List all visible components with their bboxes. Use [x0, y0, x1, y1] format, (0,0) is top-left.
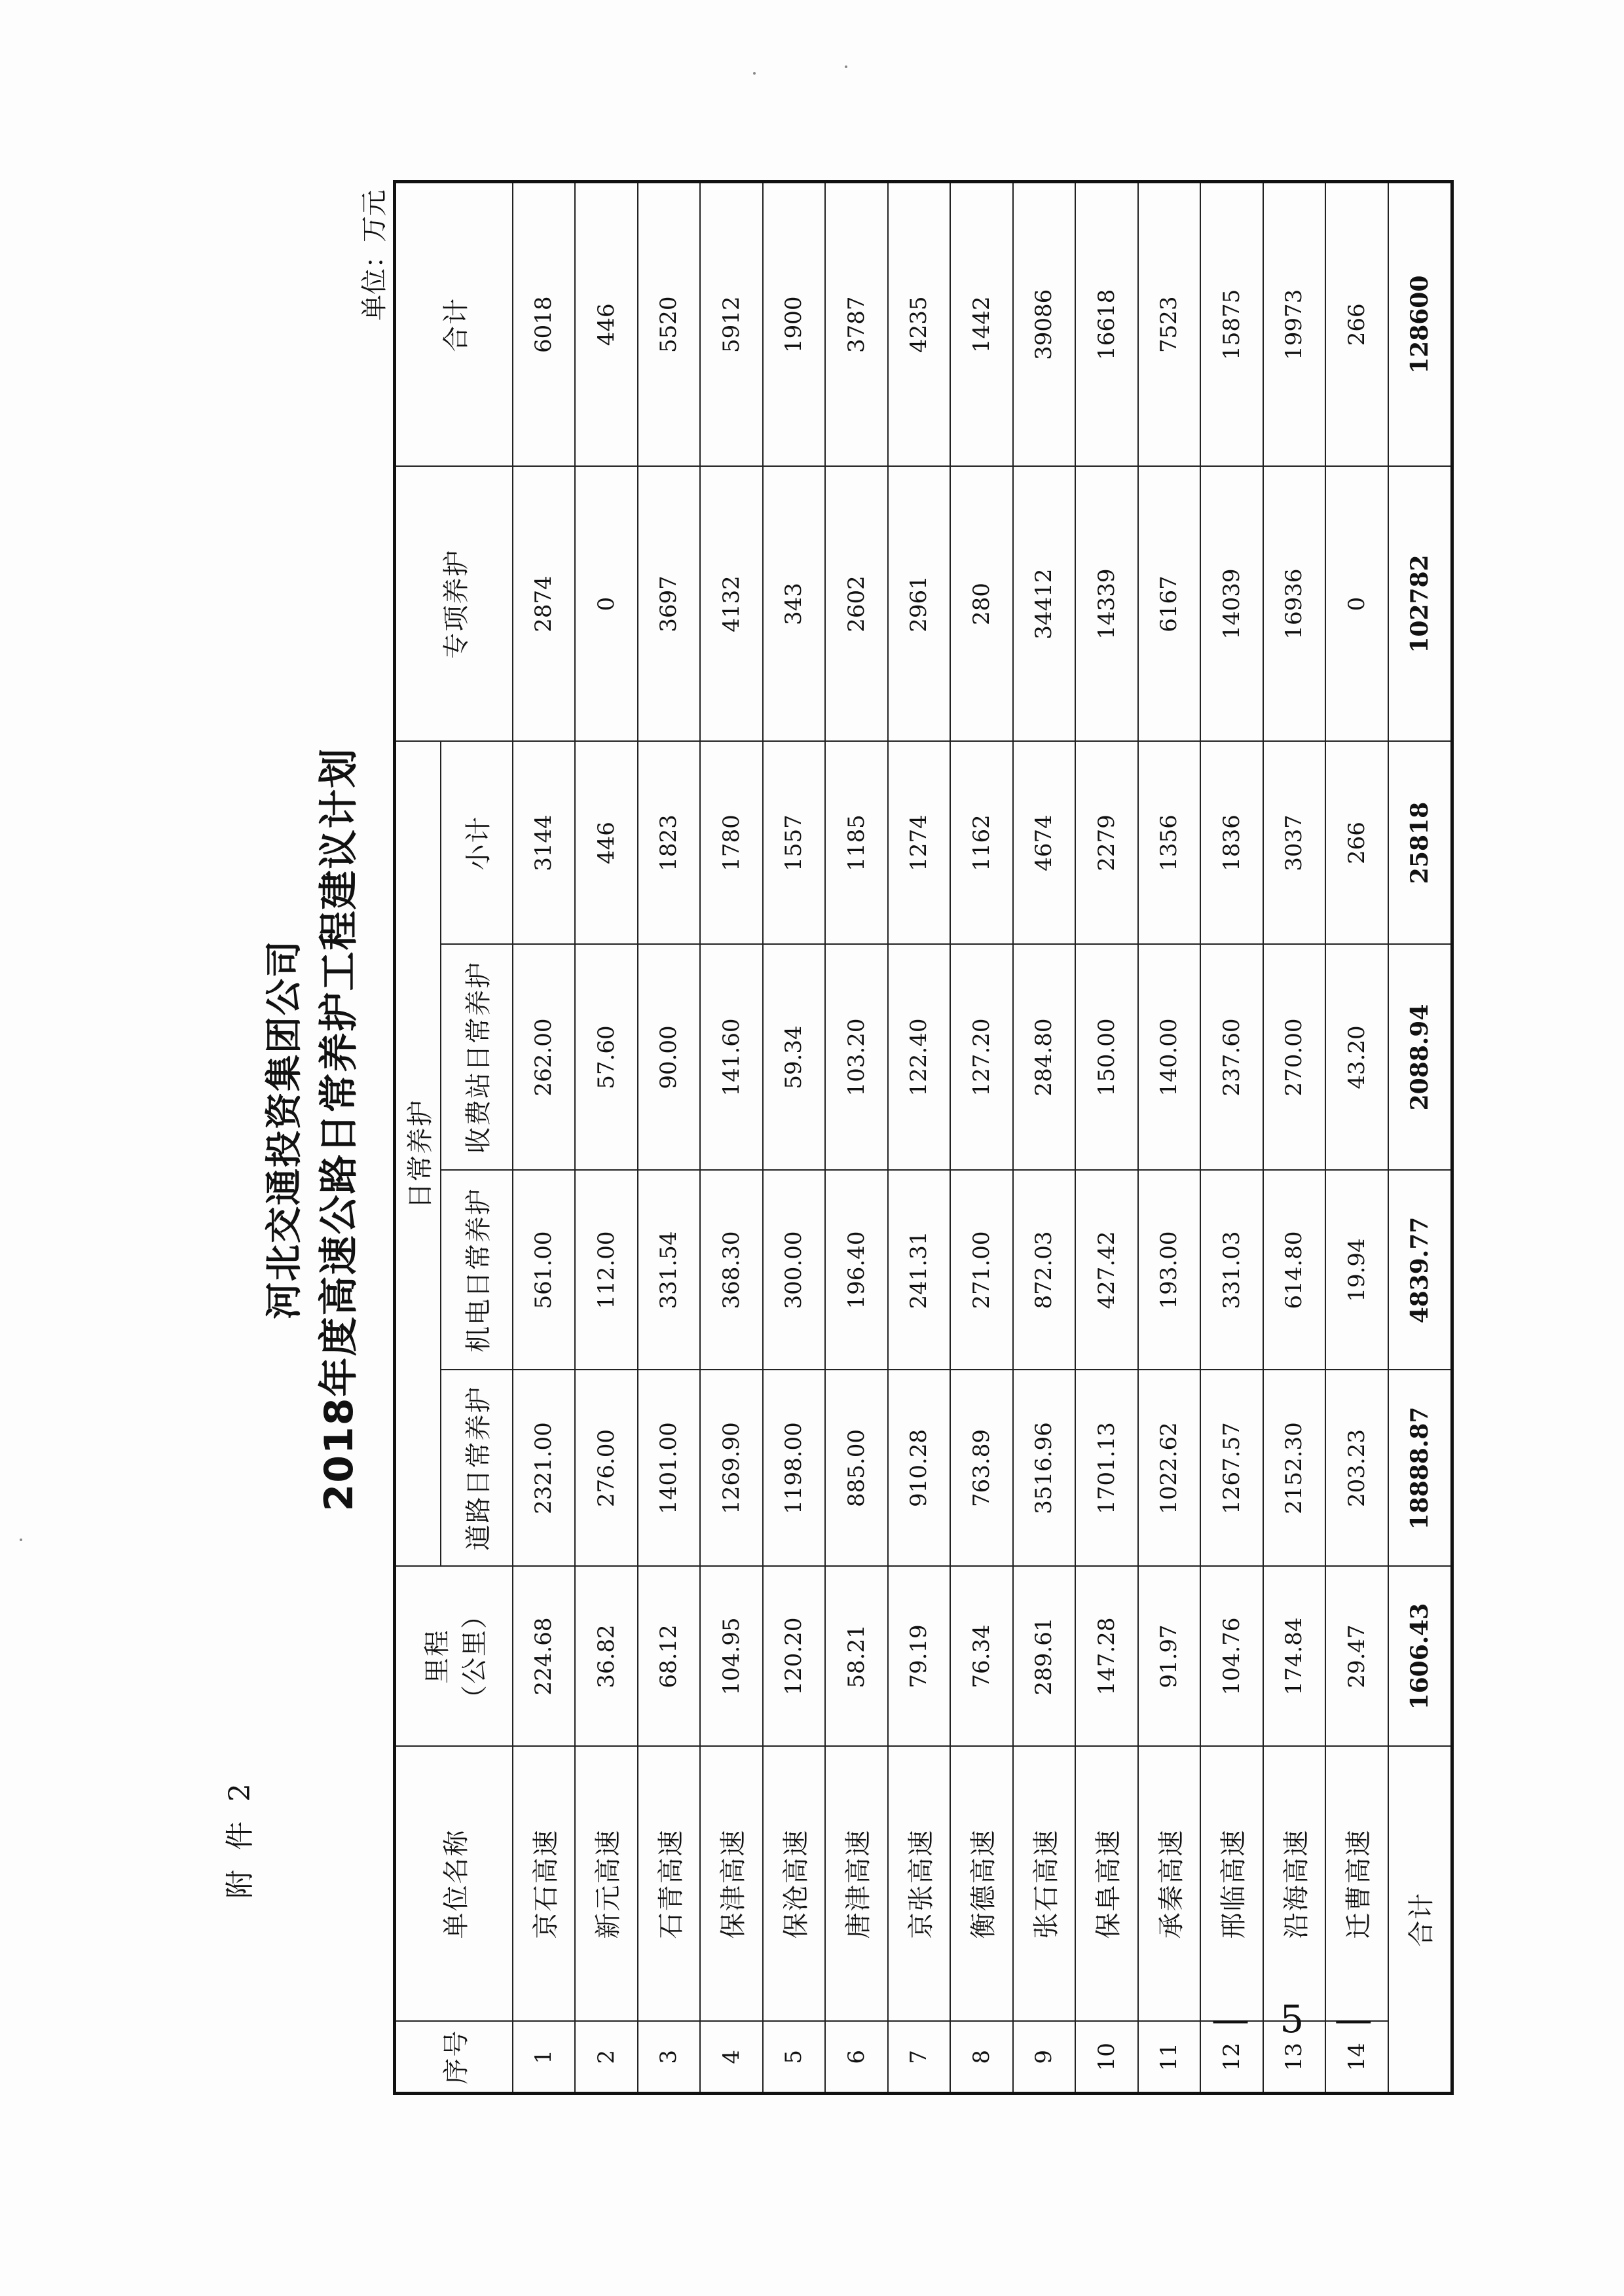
page-number: — 5 — — [1211, 1997, 1382, 2041]
header-mileage-line2: （公里） — [460, 1601, 490, 1711]
cell-road: 276.00 — [575, 1370, 638, 1567]
cell-unit-name: 承秦高速 — [1138, 1747, 1201, 2022]
cell-electromech: 241.31 — [888, 1171, 951, 1370]
cell-special: 2874 — [513, 467, 576, 742]
cell-seq: 1 — [513, 2022, 576, 2094]
cell-mileage: 104.95 — [700, 1567, 763, 1747]
header-mileage-line1: 里程 — [422, 1629, 453, 1684]
scan-speck — [845, 65, 847, 68]
cell-total: 1900 — [763, 182, 826, 467]
cell-electromech: 196.40 — [825, 1171, 888, 1370]
scan-speck — [20, 1539, 22, 1541]
cell-special: 0 — [1325, 467, 1388, 742]
cell-unit-name: 沿海高速 — [1263, 1747, 1326, 2022]
cell-special: 34412 — [1013, 467, 1076, 742]
table-row — [888, 182, 951, 2094]
cell-special: 343 — [763, 467, 826, 742]
header-mileage — [395, 1567, 513, 1747]
cell-subtotal: 1836 — [1200, 742, 1263, 945]
cell-unit-name: 邢临高速 — [1200, 1747, 1263, 2022]
cell-unit-name: 京张高速 — [888, 1747, 951, 2022]
cell-total: 6018 — [513, 182, 576, 467]
cell-total: 39086 — [1013, 182, 1076, 467]
cell-total: 266 — [1325, 182, 1388, 467]
cell-unit-name: 石青高速 — [638, 1747, 701, 2022]
cell-electromech: 300.00 — [763, 1171, 826, 1370]
table-row — [513, 182, 576, 2094]
header-total: 合计 — [395, 182, 513, 467]
cell-toll: 262.00 — [513, 945, 576, 1171]
cell-special: 14339 — [1075, 467, 1138, 742]
cell-mileage: 79.19 — [888, 1567, 951, 1747]
cell-toll: 150.00 — [1075, 945, 1138, 1171]
cell-toll: 43.20 — [1325, 945, 1388, 1171]
cell-mileage: 104.76 — [1200, 1567, 1263, 1747]
cell-road: 1269.90 — [700, 1370, 763, 1567]
cell-seq: 11 — [1138, 2022, 1201, 2094]
cell-special: 2602 — [825, 467, 888, 742]
table-row — [1200, 182, 1263, 2094]
landscape-document — [190, 164, 1500, 2095]
cell-toll: 140.00 — [1138, 945, 1201, 1171]
table-row — [763, 182, 826, 2094]
cell-subtotal: 1557 — [763, 742, 826, 945]
table-row — [1325, 182, 1388, 2094]
cell-road: 2321.00 — [513, 1370, 576, 1567]
cell-total: 7523 — [1138, 182, 1201, 467]
header-road-daily: 道路日常养护 — [441, 1370, 513, 1567]
cell-subtotal: 1274 — [888, 742, 951, 945]
cell-toll: 103.20 — [825, 945, 888, 1171]
maintenance-plan-table — [393, 180, 1454, 2095]
header-unit-name: 单位名称 — [395, 1747, 513, 2022]
cell-seq: 5 — [763, 2022, 826, 2094]
cell-road: 763.89 — [950, 1370, 1013, 1567]
cell-mileage: 29.47 — [1325, 1567, 1388, 1747]
cell-special: 14039 — [1200, 467, 1263, 742]
cell-toll: 127.20 — [950, 945, 1013, 1171]
cell-road: 2152.30 — [1263, 1370, 1326, 1567]
cell-special: 16936 — [1263, 467, 1326, 742]
header-toll-station-daily: 收费站日常养护 — [441, 945, 513, 1171]
cell-seq: 12 — [1200, 2022, 1263, 2094]
cell-road: 203.23 — [1325, 1370, 1388, 1567]
total-electromech: 4839.77 — [1388, 1171, 1452, 1370]
cell-road: 1401.00 — [638, 1370, 701, 1567]
cell-seq: 13 — [1263, 2022, 1326, 2094]
scan-speck — [753, 72, 756, 75]
cell-mileage: 224.68 — [513, 1567, 576, 1747]
total-road: 18888.87 — [1388, 1370, 1452, 1567]
cell-electromech: 331.54 — [638, 1171, 701, 1370]
cell-total: 16618 — [1075, 182, 1138, 467]
cell-total: 446 — [575, 182, 638, 467]
cell-subtotal: 266 — [1325, 742, 1388, 945]
cell-subtotal: 4674 — [1013, 742, 1076, 945]
table-row — [700, 182, 763, 2094]
cell-unit-name: 保津高速 — [700, 1747, 763, 2022]
cell-unit-name: 保阜高速 — [1075, 1747, 1138, 2022]
cell-mileage: 36.82 — [575, 1567, 638, 1747]
cell-total: 1442 — [950, 182, 1013, 467]
cell-road: 1267.57 — [1200, 1370, 1263, 1567]
cell-toll: 237.60 — [1200, 945, 1263, 1171]
cell-mileage: 289.61 — [1013, 1567, 1076, 1747]
document-title: 2018年度高速公路日常养护工程建议计划 — [316, 747, 362, 1512]
cell-electromech: 193.00 — [1138, 1171, 1201, 1370]
cell-seq: 2 — [575, 2022, 638, 2094]
header-electromech-daily: 机电日常养护 — [441, 1171, 513, 1370]
cell-seq: 9 — [1013, 2022, 1076, 2094]
cell-road: 910.28 — [888, 1370, 951, 1567]
cell-special: 6167 — [1138, 467, 1201, 742]
total-subtotal: 25818 — [1388, 742, 1452, 945]
table-row — [1075, 182, 1138, 2094]
cell-road: 885.00 — [825, 1370, 888, 1567]
cell-unit-name: 保沧高速 — [763, 1747, 826, 2022]
header-special-maintenance: 专项养护 — [395, 467, 513, 742]
cell-total: 15875 — [1200, 182, 1263, 467]
total-mileage: 1606.43 — [1388, 1567, 1452, 1747]
document-title-organization: 河北交通投资集团公司 — [263, 939, 306, 1319]
header-subtotal: 小计 — [441, 742, 513, 945]
cell-electromech: 271.00 — [950, 1171, 1013, 1370]
cell-special: 0 — [575, 467, 638, 742]
header-seq: 序号 — [395, 2022, 513, 2094]
total-row — [1388, 182, 1452, 2094]
total-grand: 128600 — [1388, 182, 1452, 467]
cell-subtotal: 3037 — [1263, 742, 1326, 945]
cell-unit-name: 张石高速 — [1013, 1747, 1076, 2022]
cell-total: 19973 — [1263, 182, 1326, 467]
cell-seq: 3 — [638, 2022, 701, 2094]
cell-toll: 141.60 — [700, 945, 763, 1171]
cell-electromech: 19.94 — [1325, 1171, 1388, 1370]
cell-electromech: 561.00 — [513, 1171, 576, 1370]
cell-mileage: 76.34 — [950, 1567, 1013, 1747]
cell-electromech: 427.42 — [1075, 1171, 1138, 1370]
cell-road: 3516.96 — [1013, 1370, 1076, 1567]
cell-unit-name: 新元高速 — [575, 1747, 638, 2022]
cell-toll: 90.00 — [638, 945, 701, 1171]
attachment-label: 附 件 2 — [223, 1778, 257, 1899]
cell-electromech: 368.30 — [700, 1171, 763, 1370]
table-body — [513, 182, 1452, 2094]
cell-seq: 6 — [825, 2022, 888, 2094]
cell-special: 2961 — [888, 467, 951, 742]
total-special: 102782 — [1388, 467, 1452, 742]
cell-unit-name: 迁曹高速 — [1325, 1747, 1388, 2022]
table-row — [950, 182, 1013, 2094]
cell-electromech: 872.03 — [1013, 1171, 1076, 1370]
cell-road: 1198.00 — [763, 1370, 826, 1567]
cell-subtotal: 1823 — [638, 742, 701, 945]
cell-total: 4235 — [888, 182, 951, 467]
total-toll: 2088.94 — [1388, 945, 1452, 1171]
cell-special: 4132 — [700, 467, 763, 742]
cell-toll: 57.60 — [575, 945, 638, 1171]
cell-total: 5912 — [700, 182, 763, 467]
cell-electromech: 614.80 — [1263, 1171, 1326, 1370]
cell-mileage: 68.12 — [638, 1567, 701, 1747]
cell-electromech: 331.03 — [1200, 1171, 1263, 1370]
cell-mileage: 174.84 — [1263, 1567, 1326, 1747]
cell-seq: 8 — [950, 2022, 1013, 2094]
cell-unit-name: 唐津高速 — [825, 1747, 888, 2022]
cell-electromech: 112.00 — [575, 1171, 638, 1370]
cell-special: 280 — [950, 467, 1013, 742]
table-row — [638, 182, 701, 2094]
table-row — [575, 182, 638, 2094]
cell-seq: 7 — [888, 2022, 951, 2094]
cell-total: 3787 — [825, 182, 888, 467]
cell-subtotal: 1780 — [700, 742, 763, 945]
header-daily-maintenance: 日常养护 — [395, 742, 441, 1567]
table-row — [1138, 182, 1201, 2094]
cell-subtotal: 1185 — [825, 742, 888, 945]
table-row — [1013, 182, 1076, 2094]
total-label: 合计 — [1388, 1747, 1452, 2094]
cell-seq: 10 — [1075, 2022, 1138, 2094]
cell-seq: 4 — [700, 2022, 763, 2094]
cell-subtotal: 2279 — [1075, 742, 1138, 945]
cell-total: 5520 — [638, 182, 701, 467]
cell-mileage: 91.97 — [1138, 1567, 1201, 1747]
cell-toll: 284.80 — [1013, 945, 1076, 1171]
cell-mileage: 58.21 — [825, 1567, 888, 1747]
cell-subtotal: 446 — [575, 742, 638, 945]
cell-subtotal: 1162 — [950, 742, 1013, 945]
cell-subtotal: 1356 — [1138, 742, 1201, 945]
cell-unit-name: 京石高速 — [513, 1747, 576, 2022]
cell-road: 1701.13 — [1075, 1370, 1138, 1567]
cell-toll: 59.34 — [763, 945, 826, 1171]
cell-toll: 270.00 — [1263, 945, 1326, 1171]
cell-mileage: 120.20 — [763, 1567, 826, 1747]
cell-seq: 14 — [1325, 2022, 1388, 2094]
unit-label: 单位：万元 — [360, 190, 390, 321]
cell-road: 1022.62 — [1138, 1370, 1201, 1567]
cell-unit-name: 衡德高速 — [950, 1747, 1013, 2022]
table-row — [825, 182, 888, 2094]
cell-toll: 122.40 — [888, 945, 951, 1171]
cell-mileage: 147.28 — [1075, 1567, 1138, 1747]
cell-subtotal: 3144 — [513, 742, 576, 945]
table-row — [1263, 182, 1326, 2094]
cell-special: 3697 — [638, 467, 701, 742]
